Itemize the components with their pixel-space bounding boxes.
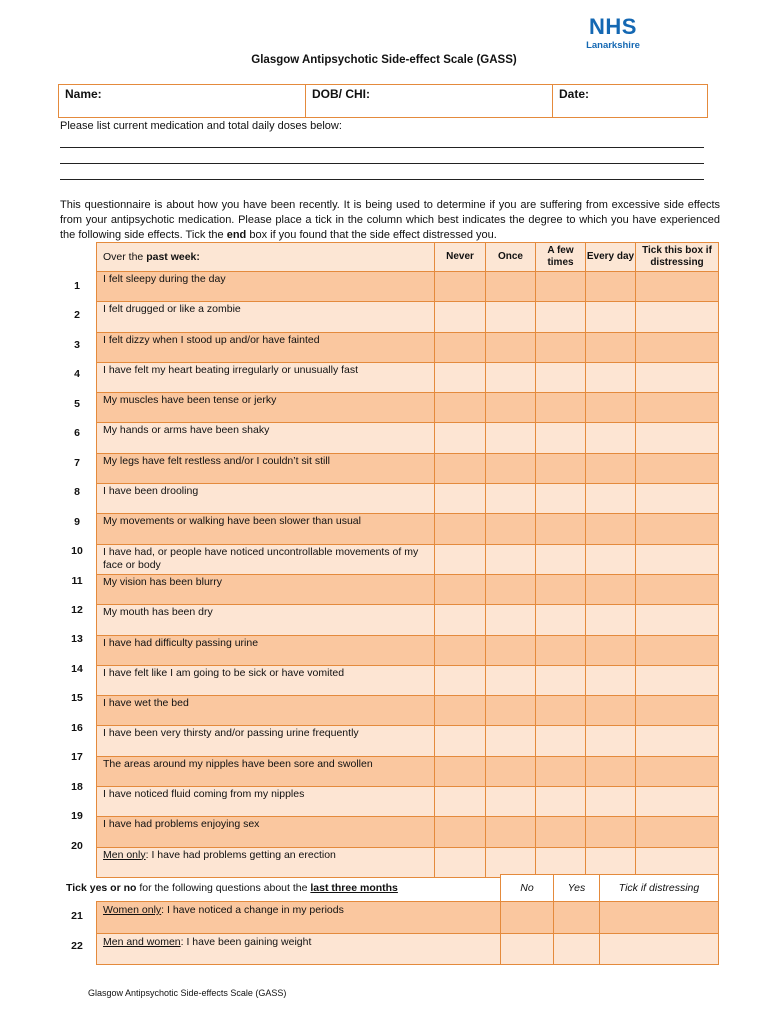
question-row: [97, 272, 719, 302]
question-text: My vision has been blurry: [97, 574, 435, 604]
tick-box-never[interactable]: [435, 302, 486, 332]
question-number: 19: [71, 810, 83, 823]
tick-box-once[interactable]: [486, 423, 536, 453]
tick-box-a-few-times[interactable]: [536, 726, 586, 756]
question-number: 3: [74, 338, 80, 351]
tick-box-distressing[interactable]: [600, 902, 719, 934]
question-number: 12: [71, 603, 83, 616]
tick-box-never[interactable]: [435, 665, 486, 695]
question-number: 22: [71, 939, 83, 952]
question-text: I have felt my heart beating irregularly or unusually fast: [97, 362, 435, 392]
tick-box-once[interactable]: [486, 453, 536, 483]
question-text: I have been very thirsty and/or passing urine frequently: [97, 726, 435, 756]
question-text: I felt drugged or like a zombie: [97, 302, 435, 332]
tick-box-no[interactable]: [501, 933, 554, 965]
column-distressing: Tick this box if distressing: [636, 243, 719, 272]
column-a-few-times: A few times: [536, 243, 586, 272]
tick-box-never[interactable]: [435, 605, 486, 635]
tick-box-every-day[interactable]: [586, 272, 636, 302]
tick-box-never[interactable]: [435, 332, 486, 362]
question-text: I felt dizzy when I stood up and/or have fainted: [97, 332, 435, 362]
intro-paragraph: [60, 198, 720, 243]
tick-box-a-few-times[interactable]: [536, 574, 586, 604]
three-months-header-row: [97, 875, 719, 902]
tick-box-never[interactable]: [435, 393, 486, 423]
tick-box-a-few-times[interactable]: [536, 484, 586, 514]
tick-box-every-day[interactable]: [586, 453, 636, 483]
question-number: 8: [74, 486, 80, 499]
tick-box-distressing[interactable]: [636, 302, 719, 332]
nhs-lanarkshire-logo: [578, 16, 648, 51]
tick-box-never[interactable]: [435, 817, 486, 847]
question-row: [97, 847, 719, 877]
question-number: 15: [71, 692, 83, 705]
tick-box-distressing[interactable]: [636, 696, 719, 726]
tick-box-a-few-times[interactable]: [536, 423, 586, 453]
question-text: I have had difficulty passing urine: [97, 635, 435, 665]
tick-box-yes[interactable]: [554, 902, 600, 934]
question-row: [97, 514, 719, 544]
logo-nhs-text: NHS: [589, 14, 637, 39]
tick-box-distressing[interactable]: [636, 362, 719, 392]
name-field[interactable]: [59, 85, 306, 117]
question-number: 14: [71, 662, 83, 675]
question-text: My mouth has been dry: [97, 605, 435, 635]
question-text: My hands or arms have been shaky: [97, 423, 435, 453]
question-row: [97, 665, 719, 695]
tick-box-distressing[interactable]: [636, 332, 719, 362]
question-row: [97, 787, 719, 817]
tick-box-never[interactable]: [435, 726, 486, 756]
question-text: I have had, or people have noticed uncontrollable movements of my face or body: [97, 544, 435, 574]
tick-box-never[interactable]: [435, 847, 486, 877]
tick-box-never[interactable]: [435, 362, 486, 392]
tick-box-distressing[interactable]: [636, 574, 719, 604]
question-text: Women only: I have noticed a change in my periods: [97, 902, 501, 934]
tick-box-never[interactable]: [435, 272, 486, 302]
tick-box-once[interactable]: [486, 635, 536, 665]
tick-box-distressing[interactable]: [636, 453, 719, 483]
question-number: 7: [74, 456, 80, 469]
tick-box-distressing[interactable]: [636, 756, 719, 786]
tick-box-no[interactable]: [501, 902, 554, 934]
intro-text-1: This questionnaire is about how you have been recently. It is being used to determine if you are suffering from excessive side effects from your antipsychotic medication. Please place a tick in the column which best indicates the degree to which you have experienced the following side effects. Tick the: [60, 199, 720, 241]
tick-box-distressing[interactable]: [636, 484, 719, 514]
question-text: I felt sleepy during the day: [97, 272, 435, 302]
tick-box-once[interactable]: [486, 302, 536, 332]
question-row: [97, 635, 719, 665]
column-no: No: [501, 875, 554, 902]
tick-box-never[interactable]: [435, 423, 486, 453]
question-row: [97, 332, 719, 362]
question-number: 21: [71, 910, 83, 922]
tick-box-once[interactable]: [486, 817, 536, 847]
blank-header-cell: [97, 875, 501, 902]
tick-box-once[interactable]: [486, 665, 536, 695]
tick-box-every-day[interactable]: [586, 393, 636, 423]
tick-box-every-day[interactable]: [586, 817, 636, 847]
tick-box-once[interactable]: [486, 484, 536, 514]
question-number: 16: [71, 721, 83, 734]
tick-box-once[interactable]: [486, 514, 536, 544]
tick-box-once[interactable]: [486, 787, 536, 817]
tick-box-a-few-times[interactable]: [536, 665, 586, 695]
intro-text-2: box if you found that the side effect distressed you.: [246, 229, 497, 241]
tick-box-every-day[interactable]: [586, 484, 636, 514]
tick-box-distressing[interactable]: [636, 272, 719, 302]
name-label: Name:: [65, 87, 102, 101]
tick-box-every-day[interactable]: [586, 605, 636, 635]
question-number: 18: [71, 780, 83, 793]
tick-box-every-day[interactable]: [586, 847, 636, 877]
tick-box-every-day[interactable]: [586, 332, 636, 362]
question-row: [97, 756, 719, 786]
tick-box-a-few-times[interactable]: [536, 756, 586, 786]
tick-box-once[interactable]: [486, 726, 536, 756]
question-row: [97, 423, 719, 453]
tick-box-once[interactable]: [486, 362, 536, 392]
question-row: [97, 544, 719, 574]
question-row: [97, 453, 719, 483]
column-tick-if-distressing: Tick if distressing: [600, 875, 719, 902]
tick-box-never[interactable]: [435, 453, 486, 483]
date-label: Date:: [559, 87, 590, 101]
tick-box-distressing[interactable]: [636, 514, 719, 544]
tick-box-distressing[interactable]: [636, 423, 719, 453]
tick-box-a-few-times[interactable]: [536, 362, 586, 392]
medication-line-2[interactable]: [60, 163, 704, 164]
question-text: I have wet the bed: [97, 696, 435, 726]
tick-box-a-few-times[interactable]: [536, 453, 586, 483]
tick-box-distressing[interactable]: [636, 544, 719, 574]
question-number: 10: [71, 545, 83, 558]
tick-box-distressing[interactable]: [636, 665, 719, 695]
tick-box-a-few-times[interactable]: [536, 696, 586, 726]
tick-box-distressing[interactable]: [636, 635, 719, 665]
tick-box-every-day[interactable]: [586, 423, 636, 453]
question-text: I have been drooling: [97, 484, 435, 514]
question-number: 1: [74, 280, 80, 292]
tick-box-once[interactable]: [486, 756, 536, 786]
tick-box-a-few-times[interactable]: [536, 302, 586, 332]
tick-box-every-day[interactable]: [586, 696, 636, 726]
question-number: 6: [74, 427, 80, 440]
tick-box-once[interactable]: [486, 544, 536, 574]
question-text: I have had problems enjoying sex: [97, 817, 435, 847]
tick-box-never[interactable]: [435, 514, 486, 544]
tick-box-once[interactable]: [486, 272, 536, 302]
date-field[interactable]: [553, 85, 707, 117]
past-week-header: Over the past week:: [97, 243, 435, 272]
column-never: Never: [435, 243, 486, 272]
tick-box-every-day[interactable]: [586, 787, 636, 817]
question-row: [97, 817, 719, 847]
tick-box-every-day[interactable]: [586, 302, 636, 332]
question-number: 4: [74, 368, 80, 381]
question-row: [97, 933, 719, 965]
question-row: [97, 696, 719, 726]
question-text: I have felt like I am going to be sick or have vomited: [97, 665, 435, 695]
tick-box-a-few-times[interactable]: [536, 847, 586, 877]
tick-box-once[interactable]: [486, 574, 536, 604]
table-header-row: [97, 243, 719, 272]
tick-box-a-few-times[interactable]: [536, 332, 586, 362]
question-text: My legs have felt restless and/or I couldn’t sit still: [97, 453, 435, 483]
column-once: Once: [486, 243, 536, 272]
tick-box-a-few-times[interactable]: [536, 787, 586, 817]
question-row: [97, 726, 719, 756]
medication-line-1[interactable]: [60, 147, 704, 148]
medication-instruction: Please list current medication and total daily doses below:: [60, 120, 342, 132]
tick-box-never[interactable]: [435, 787, 486, 817]
tick-box-never[interactable]: [435, 756, 486, 786]
intro-text-bold: end: [226, 229, 247, 241]
question-row: [97, 393, 719, 423]
page-title: Glasgow Antipsychotic Side-effect Scale (GASS): [251, 54, 517, 66]
three-months-table: [96, 874, 719, 965]
patient-details-box: [58, 84, 708, 118]
question-row: [97, 605, 719, 635]
tick-box-distressing[interactable]: [600, 933, 719, 965]
tick-box-once[interactable]: [486, 605, 536, 635]
tick-box-a-few-times[interactable]: [536, 605, 586, 635]
medication-line-3[interactable]: [60, 179, 704, 180]
question-number: 20: [71, 839, 83, 852]
tick-box-never[interactable]: [435, 544, 486, 574]
question-row: [97, 902, 719, 934]
column-yes: Yes: [554, 875, 600, 902]
question-number: 17: [71, 751, 83, 764]
tick-box-never[interactable]: [435, 696, 486, 726]
dob-chi-label: DOB/ CHI:: [312, 87, 370, 101]
question-number: 13: [71, 633, 83, 646]
question-text: I have noticed fluid coming from my nipples: [97, 787, 435, 817]
tick-box-never[interactable]: [435, 635, 486, 665]
tick-box-a-few-times[interactable]: [536, 514, 586, 544]
dob-chi-field[interactable]: [306, 85, 553, 117]
page-footer: Glasgow Antipsychotic Side-effects Scale (GASS): [88, 988, 287, 998]
question-row: [97, 302, 719, 332]
three-months-instruction: Tick yes or no for the following questions about the last three months: [66, 882, 398, 894]
question-number: 11: [71, 574, 83, 587]
question-text: Men and women: I have been gaining weight: [97, 933, 501, 965]
logo-lanarkshire-text: Lanarkshire: [586, 40, 640, 51]
question-number: 9: [74, 515, 80, 528]
question-row: [97, 362, 719, 392]
tick-box-never[interactable]: [435, 484, 486, 514]
tick-box-never[interactable]: [435, 574, 486, 604]
tick-box-every-day[interactable]: [586, 756, 636, 786]
tick-box-once[interactable]: [486, 393, 536, 423]
tick-box-a-few-times[interactable]: [536, 635, 586, 665]
question-text: Men only: I have had problems getting an erection: [97, 847, 435, 877]
side-effects-table: [96, 242, 719, 878]
tick-box-distressing[interactable]: [636, 787, 719, 817]
question-row: [97, 484, 719, 514]
tick-box-a-few-times[interactable]: [536, 393, 586, 423]
tick-box-every-day[interactable]: [586, 726, 636, 756]
tick-box-distressing[interactable]: [636, 847, 719, 877]
tick-box-once[interactable]: [486, 696, 536, 726]
question-text: My movements or walking have been slower than usual: [97, 514, 435, 544]
tick-box-a-few-times[interactable]: [536, 272, 586, 302]
question-number: 5: [74, 397, 80, 410]
tick-box-distressing[interactable]: [636, 726, 719, 756]
tick-box-every-day[interactable]: [586, 544, 636, 574]
tick-box-every-day[interactable]: [586, 574, 636, 604]
tick-box-distressing[interactable]: [636, 605, 719, 635]
question-text: The areas around my nipples have been sore and swollen: [97, 756, 435, 786]
tick-box-once[interactable]: [486, 847, 536, 877]
tick-box-every-day[interactable]: [586, 362, 636, 392]
column-every-day: Every day: [586, 243, 636, 272]
tick-box-once[interactable]: [486, 332, 536, 362]
question-row: [97, 574, 719, 604]
tick-box-every-day[interactable]: [586, 514, 636, 544]
tick-box-every-day[interactable]: [586, 635, 636, 665]
tick-box-every-day[interactable]: [586, 665, 636, 695]
question-number: 2: [74, 309, 80, 322]
tick-box-distressing[interactable]: [636, 393, 719, 423]
tick-box-yes[interactable]: [554, 933, 600, 965]
tick-box-distressing[interactable]: [636, 817, 719, 847]
tick-box-a-few-times[interactable]: [536, 544, 586, 574]
tick-box-a-few-times[interactable]: [536, 817, 586, 847]
question-text: My muscles have been tense or jerky: [97, 393, 435, 423]
